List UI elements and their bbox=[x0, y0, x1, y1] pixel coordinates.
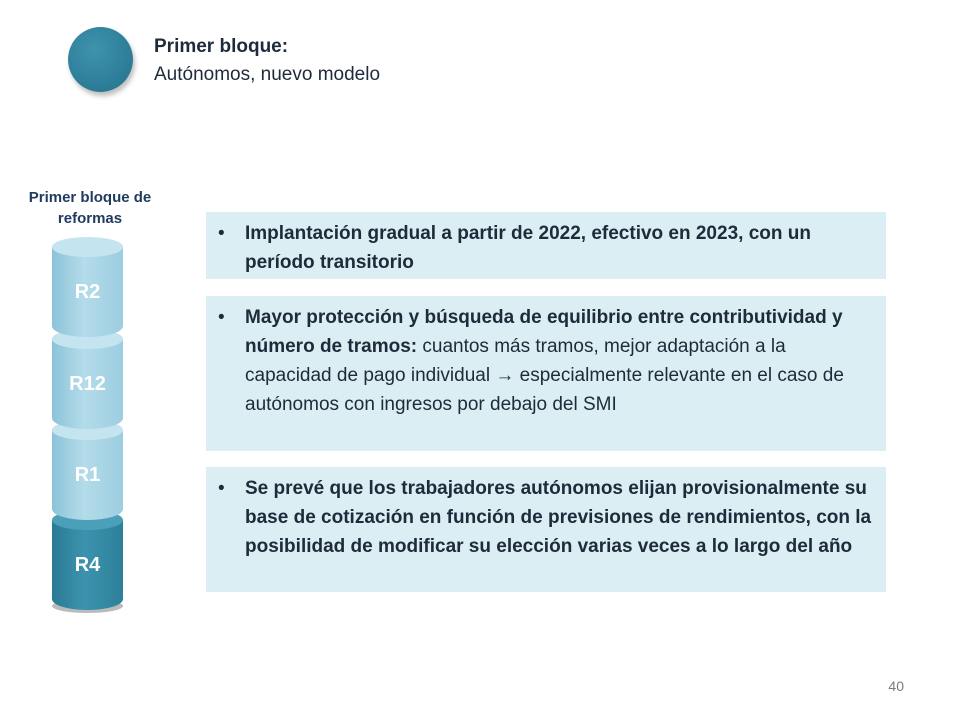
header-circle-icon bbox=[68, 27, 133, 92]
bullet-text-bold: Implantación gradual a partir de 2022, efectivo en 2023, con un período transitorio bbox=[245, 223, 811, 273]
reform-cylinder-r12 bbox=[52, 329, 123, 429]
reform-cylinder-label: R1 bbox=[74, 464, 101, 486]
reform-cylinder-r1 bbox=[52, 420, 123, 520]
reform-cylinder-label: R2 bbox=[74, 281, 101, 303]
bullet-box-1 bbox=[206, 212, 886, 279]
bullet-icon: • bbox=[218, 307, 225, 328]
bullet-icon: • bbox=[218, 223, 225, 244]
stack-title: Primer bloque de reformas bbox=[28, 189, 152, 227]
bullet-text: cuantos más tramos, mejor adaptación a la capacidad de pago individual → especialmente relevante en el caso de autónomos con ingresos por debajo del SMI bbox=[245, 336, 844, 415]
reform-cylinder-r4 bbox=[52, 510, 123, 610]
reform-cylinder-label: R4 bbox=[74, 554, 101, 576]
header-title: Primer bloque: bbox=[154, 36, 289, 57]
bullet-text-bold: Mayor protección y búsqueda de equilibrio entre contributividad y número de tramos: bbox=[245, 307, 843, 357]
bullet-icon: • bbox=[218, 478, 225, 499]
reform-cylinder-label: R12 bbox=[69, 373, 106, 395]
header-subtitle: Autónomos, nuevo modelo bbox=[154, 64, 381, 85]
page-number: 40 bbox=[888, 678, 904, 694]
reform-cylinder-r2 bbox=[52, 237, 123, 337]
bullet-box-2 bbox=[206, 296, 886, 451]
bullet-text-bold: Se prevé que los trabajadores autónomos elijan provisionalmente su base de cotización en función de previsiones de rendimientos, con la posibilidad de modificar su elección varias veces a lo largo del año bbox=[245, 478, 872, 557]
bullet-box-3 bbox=[206, 467, 886, 592]
